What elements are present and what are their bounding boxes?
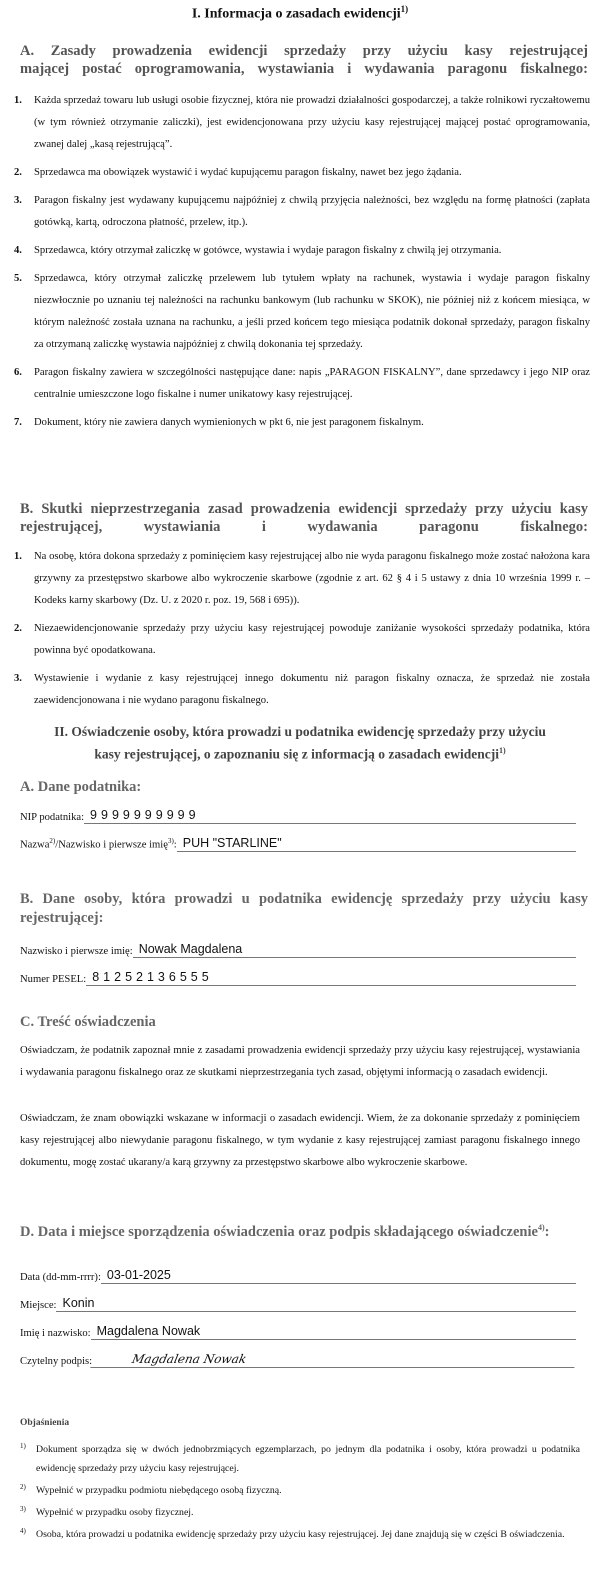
- list-item: 1) Dokument sporządza się w dwóch jednobrzmiących egzemplarzach, po jednym dla podatnika i osoby, która prowadzi u podatnika ewidencję sprzedaży przy użyciu kasy rejestrującej.: [20, 1442, 580, 1474]
- list-item: 3) Wypełnić w przypadku osoby fizycznej.: [20, 1505, 194, 1518]
- section-b-title: B. Skutki nieprzestrzegania zasad prowadzenia ewidencji sprzedaży przy użyciu kasy rejestrującej, wystawiania i wydawania paragonu fiskalnego:: [20, 501, 588, 535]
- list-item: 1. Każda sprzedaż towaru lub usługi osobie fizycznej, która nie prowadzi działalności gospodarczej, a także rolnikowi ryczałtowemu (w tym również otrzymanie zaliczki), jest ewidencjonowana przy użyciu kasy rejestrującej mającej postać oprogramowania, zwanej dalej „kasą rejestrującą”.: [14, 95, 590, 150]
- statement-paragraph-2: Oświadczam, że znam obowiązki wskazane w informacji o zasadach ewidencji. Wiem, że za dokonanie sprzedaży z pominięciem kasy rejestrującej albo niewydanie paragonu fiskalnego, w tym wydanie z kasy rejestrującej zamiast paragonu fiskalnego innego dokumentu, mogę zostać ukarany/a karą grzywny za przestępstwo skarbowe albo wykroczenie skarbowe.: [20, 1113, 580, 1168]
- pesel-value[interactable]: 81252136555: [86, 970, 576, 986]
- explanations-title: Objaśnienia: [20, 1418, 70, 1428]
- part1-title: I. Informacja o zasadach ewidencji$^{1)}$: [191, 4, 409, 22]
- section-a-taxpayer-title: A. Dane podatnika:: [20, 779, 142, 795]
- list-item: 2. Niezaewidencjonowanie sprzedaży przy użyciu kasy rejestrującej powoduje zaniżanie wysokości sprzedaży podatnika, która powinna być opodatkowana.: [14, 623, 590, 656]
- list-item: 3. Paragon fiskalny jest wydawany kupującemu najpóźniej z chwilą przyjęcia należności, bez względu na formę płatności (zapłata gotówką, kartą, odroczona płatność, przelew, itp.).: [14, 195, 590, 228]
- list-item: 7. Dokument, który nie zawiera danych wymienionych w pkt 6, nie jest paragonem fiskalnym.: [14, 417, 424, 428]
- nip-field: NIP podatnika: 9999999999: [20, 806, 576, 824]
- pesel-field: Numer PESEL: 81252136555: [20, 968, 576, 986]
- date-value[interactable]: 03-01-2025: [101, 1268, 576, 1284]
- fullname-value[interactable]: Magdalena Nowak: [91, 1324, 576, 1340]
- list-item: 5. Sprzedawca, który otrzymał zaliczkę przelewem lub tytułem wpłaty na rachunek, wystawia i wydaje paragon fiskalny niezwłocznie po uznaniu tej należności na rachunku bankowym (lub rachunku w SKOK), nie później niż z końcem miesiąca, w którym należność została uznana na rachunku, a jeśli przed końcem tego miesiąca podatnik dokonał sprzedaży, paragon fiskalny za otrzymaną zaliczkę wystawia najpóźniej z chwilą dokonania tej sprzedaży.: [14, 273, 590, 350]
- list-item: 4. Sprzedawca, który otrzymał zaliczkę w gotówce, wystawia i wydaje paragon fiskalny z chwilą jej otrzymania.: [14, 245, 502, 256]
- explanations-list: [20, 1440, 580, 1547]
- person-name-value[interactable]: Nowak Magdalena: [133, 942, 576, 958]
- section-a-title: A. Zasady prowadzenia ewidencji sprzedaży przy użyciu kasy rejestrującej mającej postać oprogramowania, wystawiania i wydawania paragonu fiskalnego:: [20, 43, 588, 77]
- person-name-field: Nazwisko i pierwsze imię: Nowak Magdalena: [20, 940, 576, 958]
- list-item: 1. Na osobę, która dokona sprzedaży z pominięciem kasy rejestrującej albo nie wyda paragonu fiskalnego może zostać nałożona kara grzywny za przestępstwo skarbowe albo wykroczenie skarbowe (zgodnie z art. 62 § 4 i 5 ustawy z dnia 10 września 1999 r. – Kodeks karny skarbowy (Dz. U. z 2020 r. poz. 19, 568 i 695)).: [14, 551, 590, 606]
- taxpayer-name-field: Nazwa$^{2)}$/Nazwisko i pierwsze imię$^{3)}$: PUH "STARLINE": [20, 834, 576, 852]
- part2-title: II. Oświadczenie osoby, która prowadzi u podatnika ewidencję sprzedaży przy użyciu kasy rejestrującej, o zapoznaniu się z informacją o zasadach ewidencji$^{1)}$: [54, 724, 546, 762]
- place-value[interactable]: Konin: [56, 1296, 576, 1312]
- list-item: 6. Paragon fiskalny zawiera w szczególności następujące dane: napis „PARAGON FISKALNY”, dane sprzedawcy i jego NIP oraz centralnie umieszczone logo fiskalne i numer unikatowy kasy rejestrującej.: [14, 367, 590, 400]
- list-item: 4) Osoba, która prowadzi u podatnika ewidencję sprzedaży przy użyciu kasy rejestrującej. Jej dane znajdują się w części B oświadczenia.: [20, 1527, 565, 1540]
- list-item: 3. Wystawienie i wydanie z kasy rejestrującej innego dokumentu niż paragon fiskalny oznacza, że sprzedaż nie została zaewidencjonowana i nie wydano paragonu fiskalnego.: [14, 673, 590, 706]
- section-a-list: [14, 90, 590, 434]
- taxpayer-name-value[interactable]: PUH "STARLINE": [177, 836, 576, 852]
- date-field: Data (dd-mm-rrrr): 03-01-2025: [20, 1266, 576, 1284]
- section-c-title: C. Treść oświadczenia: [20, 1014, 156, 1030]
- section-b-list: [14, 546, 590, 712]
- nip-value[interactable]: 9999999999: [84, 808, 576, 824]
- signature-value[interactable]: Magdalena Nowak: [90, 1352, 577, 1368]
- list-item: 2. Sprzedawca ma obowiązek wystawić i wydać kupującemu paragon fiskalny, nawet bez jego żądania.: [14, 167, 462, 178]
- section-d-title: D. Data i miejsce sporządzenia oświadczenia oraz podpis składającego oświadczenie$^{4)}$:: [20, 1223, 550, 1240]
- fullname-field: Imię i nazwisko: Magdalena Nowak: [20, 1322, 576, 1340]
- signature-field: Czytelny podpis: Magdalena Nowak: [20, 1350, 576, 1368]
- section-b-person-title: B. Dane osoby, która prowadzi u podatnika ewidencję sprzedaży przy użyciu kasy rejestrującej:: [20, 891, 588, 926]
- place-field: Miejsce: Konin: [20, 1294, 576, 1312]
- statement-paragraph-1: Oświadczam, że podatnik zapoznał mnie z zasadami prowadzenia ewidencji sprzedaży przy użyciu kasy rejestrującej, wystawiania i wydawania paragonu fiskalnego oraz ze skutkami nieprzestrzegania tych zasad, objętymi informacją o zasadach ewidencji.: [20, 1045, 580, 1078]
- list-item: 2) Wypełnić w przypadku podmiotu niebędącego osobą fizyczną.: [20, 1483, 282, 1496]
